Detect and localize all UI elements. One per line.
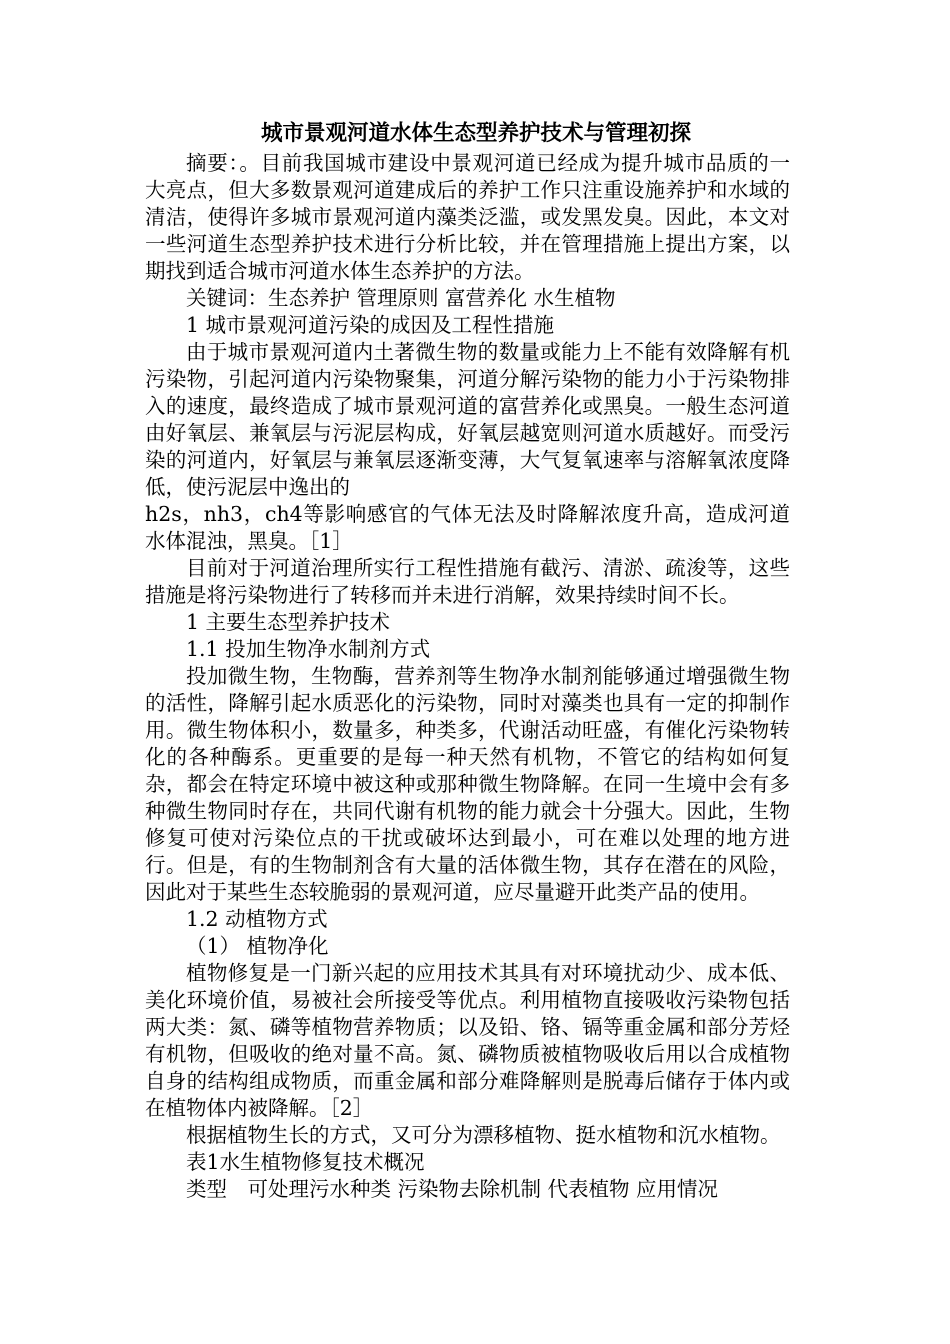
causes-paragraph-2: 目前对于河道治理所实行工程性措施有截污、清淤、疏浚等，这些措施是将污染物进行了转移而并未进行消解，效果持续时间不长。 [145,556,790,607]
plant-purification-paragraph-1: 植物修复是一门新兴起的应用技术其具有对环境扰动少、成本低、美化环境价值，易被社会所接受等优点。利用植物直接吸收污染物包括两大类：氮、磷等植物营养物质；以及铅、铬、镉等重金属和部分芳烃有机物，但吸收的绝对量不高。氮、磷物质被植物吸收后用以合成植物自身的结构组成物质，而重金属和部分难降解则是脱毒后储存于体内或在植物体内被降解。［2］ [145,961,790,1120]
subsection-heading-biological-agents: 1.1 投加生物净水制剂方式 [186,637,431,661]
causes-paragraph-1: 由于城市景观河道内土著微生物的数量或能力上不能有效降解有机污染物，引起河道内污染物聚集，河道分解污染物的能力小于污染物排入的速度，最终造成了城市景观河道的富营养化或黑臭。一般生态河道由好氧层、兼氧层与污泥层构成，好氧层越宽则河道水质越好。而受污染的河道内，好氧层与兼氧层逐渐变薄，大气复氧速率与溶解氧浓度降低，使污泥层中逸出的 [145,340,790,499]
table-caption: 表1水生植物修复技术概况 [186,1150,425,1174]
sub-item-plant-purification: （1） 植物净化 [186,934,329,958]
keywords-line: 关键词：生态养护 管理原则 富营养化 水生植物 [186,286,616,310]
biological-agents-paragraph: 投加微生物，生物酶，营养剂等生物净水制剂能够通过增强微生物的活性，降解引起水质恶化的污染物，同时对藻类也具有一定的抑制作用。微生物体积小，数量多，种类多，代谢活动旺盛，有催化污染物转化的各种酶系。更重要的是每一种天然有机物，不管它的结构如何复杂，都会在特定环境中被这种或那种微生物降解。在同一生境中会有多种微生物同时存在，共同代谢有机物的能力就会十分强大。因此，生物修复可使对污染位点的干扰或破坏达到最小，可在难以处理的地方进行。但是，有的生物制剂含有大量的活体微生物，其存在潜在的风险，因此对于某些生态较脆弱的景观河道，应尽量避开此类产品的使用。 [145,664,790,904]
section-heading-techniques: 1 主要生态型养护技术 [186,610,391,634]
document-title: 城市景观河道水体生态型养护技术与管理初探 [261,121,692,146]
plant-purification-paragraph-2: 根据植物生长的方式，又可分为漂移植物、挺水植物和沉水植物。 [186,1123,781,1147]
subsection-heading-flora-fauna: 1.2 动植物方式 [186,907,328,931]
section-heading-causes: 1 城市景观河道污染的成因及工程性措施 [186,313,555,337]
document-page [145,118,790,1203]
table-header-row: 类型 可处理污水种类 污染物去除机制 代表植物 应用情况 [186,1177,719,1201]
causes-paragraph-1-continued: h2s，nh3，ch4等影响感官的气体无法及时降解浓度升高，造成河道水体混浊，黑臭。［1］ [145,502,790,553]
abstract-paragraph: 摘要：。目前我国城市建设中景观河道已经成为提升城市品质的一大亮点，但大多数景观河道建成后的养护工作只注重设施养护和水域的清洁，使得许多城市景观河道内藻类泛滥，或发黑发臭。因此，本文对一些河道生态型养护技术进行分析比较，并在管理措施上提出方案，以期找到适合城市河道水体生态养护的方法。 [145,151,790,283]
